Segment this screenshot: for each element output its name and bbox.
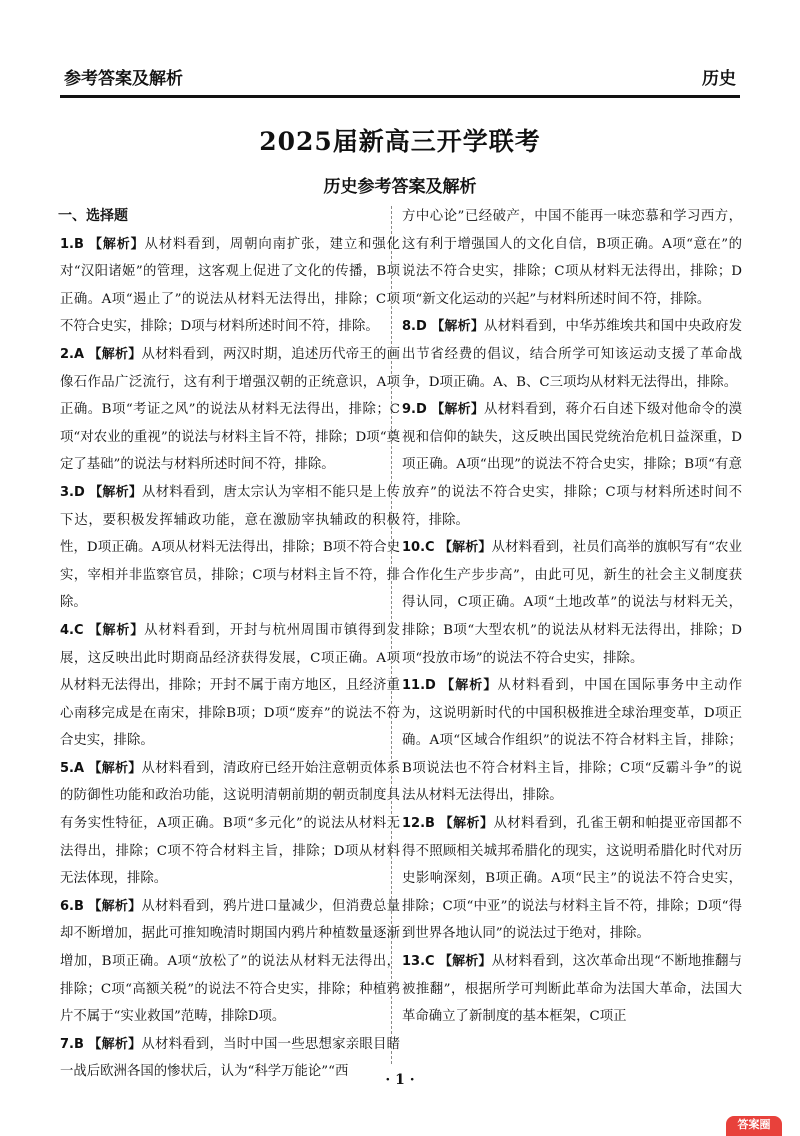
analysis-tag: 【解析】: [431, 402, 485, 418]
item-number: 3.D: [60, 484, 85, 500]
item-number: 6.B: [60, 898, 84, 914]
answer-item-12: [402, 810, 742, 948]
item-text: 从材料看到，孔雀王朝和帕提亚帝国都不得不照顾相关城邦希腊化的现实，这说明希腊化时代对历史影响深刻，B项正确。A项“民主”的说法不符合史实，排除；C项“中亚”的说法与材料主旨不符，排除；D项“得到世界各地认同”的说法过于绝对，排除。: [402, 816, 742, 942]
column-divider: [391, 206, 392, 1064]
analysis-tag: 【解析】: [88, 622, 145, 638]
item-number: 13.C: [402, 954, 435, 970]
item-number: 12.B: [402, 816, 435, 832]
item-number: 11.D: [402, 678, 436, 694]
item-text: 从材料看到，蒋介石自述下级对他命令的漠视和信仰的缺失，这反映出国民党统治危机日益深重，D项正确。A项“出现”的说法不符合史实，排除；B项“有意放弃”的说法不符合史实，排除；C项与材料所述时间不符，排除。: [402, 402, 742, 528]
item-number: 2.A: [60, 346, 85, 362]
left-column: [60, 203, 400, 1086]
answer-item-5: [60, 755, 400, 893]
page-title: 2025届新高三开学联考: [259, 127, 541, 156]
answer-item-1: [60, 231, 400, 341]
item-text: 从材料看到，这次革命出现“不断地推翻与被推翻”，根据所学可判断此革命为法国大革命，法国大革命确立了新制度的基本框架，C项正: [402, 954, 742, 1025]
item-text: 从材料看到，鸦片进口量减少，但消费总量却不断增加，据此可推知晚清时期国内鸦片种植数量逐渐增加，B项正确。A项“放松了”的说法从材料无法得出，排除；C项“高额关税”的说法不符合史实，排除；种植鸦片不属于“实业救国”范畴，排除D项。: [60, 898, 400, 1025]
page-header: [60, 58, 740, 92]
analysis-tag: 【解析】: [89, 236, 145, 252]
item-number: 8.D: [402, 319, 427, 335]
answer-item-6: [60, 893, 400, 1031]
item-number: 7.B: [60, 1036, 84, 1052]
analysis-tag: 【解析】: [89, 484, 143, 500]
item-number: 9.D: [402, 402, 427, 418]
item-text: 从材料看到，两汉时期，追述历代帝王的画像石作品广泛流行，这有利于增强汉朝的正统意识，A项正确。B项“考证之风”的说法从材料无法得出，排除；C项“对农业的重视”的说法与材料主旨不符，排除；D项“奠定了基础”的说法与材料所述时间不符，排除。: [60, 346, 400, 473]
answer-item-11: [402, 672, 742, 810]
item-text: 从材料看到，中国在国际事务中主动作为，这说明新时代的中国积极推进全球治理变革，D项正确。A项“区域合作组织”的说法不符合材料主旨，排除；B项说法也不符合材料主旨，排除；C项“反霸斗争”的说法从材料无法得出，排除。: [402, 678, 742, 804]
answer-item-13: [402, 948, 742, 1031]
answer-item-2: [60, 341, 400, 479]
item-number: 10.C: [402, 540, 435, 556]
analysis-tag: 【解析】: [88, 760, 142, 776]
answer-item-10: [402, 534, 742, 672]
answer-item-9: [402, 396, 742, 534]
item-number: 1.B: [60, 236, 84, 252]
header-divider: [60, 95, 740, 98]
analysis-tag: 【解析】: [88, 898, 142, 914]
analysis-tag: 【解析】: [441, 678, 498, 694]
watermark-badge: 答案圈: [726, 1116, 782, 1136]
item-text: 从材料看到，中华苏维埃共和国中央政府发出节省经费的倡议，结合所学可知该运动支援了革命战争，D项正确。A、B、C三项均从材料无法得出，排除。: [402, 319, 742, 390]
item-text: 从材料看到，唐太宗认为宰相不能只是上传下达，要积极发挥辅政功能，意在激励宰执辅政的积极性，D项正确。A项从材料无法得出，排除；B项不符合史实，宰相并非监察官员，排除；C项与材料主旨不符，排除。: [60, 484, 400, 611]
analysis-tag: 【解析】: [438, 954, 492, 970]
analysis-tag: 【解析】: [438, 540, 492, 556]
page-subtitle: 历史参考答案及解析: [323, 177, 477, 197]
analysis-tag: 【解析】: [439, 816, 494, 832]
analysis-tag: 【解析】: [431, 319, 485, 335]
item-7-continuation: 方中心论”已经破产，中国不能再一味恋慕和学习西方，这有利于增强国人的文化自信，B项正确。A项“意在”的说法不符合史实，排除；C项从材料无法得出，排除；D项“新文化运动的兴起”与材料所述时间不符，排除。: [402, 209, 742, 307]
answer-item-3: [60, 479, 400, 617]
header-subject: 历史: [702, 69, 736, 89]
item-text: 从材料看到，开封与杭州周围市镇得到发展，这反映出此时期商品经济获得发展，C项正确。A项从材料无法得出，排除；开封不属于南方地区，且经济重心南移完成是在南宋，排除B项；D项“废弃”的说法不符合史实，排除。: [60, 622, 400, 749]
right-column: [402, 203, 742, 1031]
page-number: · 1 ·: [385, 1072, 415, 1088]
item-text: 从材料看到，周朝向南扩张，建立和强化对“汉阳诸姬”的管理，这客观上促进了文化的传播，B项正确。A项“遏止了”的说法从材料无法得出，排除；C项不符合史实，排除；D项与材料所述时间不符，排除。: [60, 236, 400, 335]
item-text: 从材料看到，当时中国一些思想家亲眼目睹一战后欧洲各国的惨状后，认为“科学万能论”“西: [60, 1036, 400, 1080]
item-number: 4.C: [60, 622, 84, 638]
header-doc-type: 参考答案及解析: [64, 69, 183, 89]
item-text: 从材料看到，社员们高举的旗帜写有“农业合作化生产步步高”，由此可见，新生的社会主义制度获得认同，C项正确。A项“土地改革”的说法与材料无关，排除；B项“大型农机”的说法从材料无法得出，排除；D项“投放市场”的说法不符合史实，排除。: [402, 540, 742, 666]
analysis-tag: 【解析】: [88, 1036, 142, 1052]
analysis-tag: 【解析】: [88, 346, 142, 362]
item-number: 5.A: [60, 760, 85, 776]
section-title: 一、选择题: [58, 208, 128, 224]
item-text: 从材料看到，清政府已经开始注意朝贡体系的防御性功能和政治功能，这说明清朝前期的朝贡制度具有务实性特征，A项正确。B项“多元化”的说法从材料无法得出，排除；C项不符合材料主旨，排除；D项从材料无法体现，排除。: [60, 760, 400, 887]
answer-item-4: [60, 617, 400, 755]
answer-item-8: [402, 313, 742, 396]
